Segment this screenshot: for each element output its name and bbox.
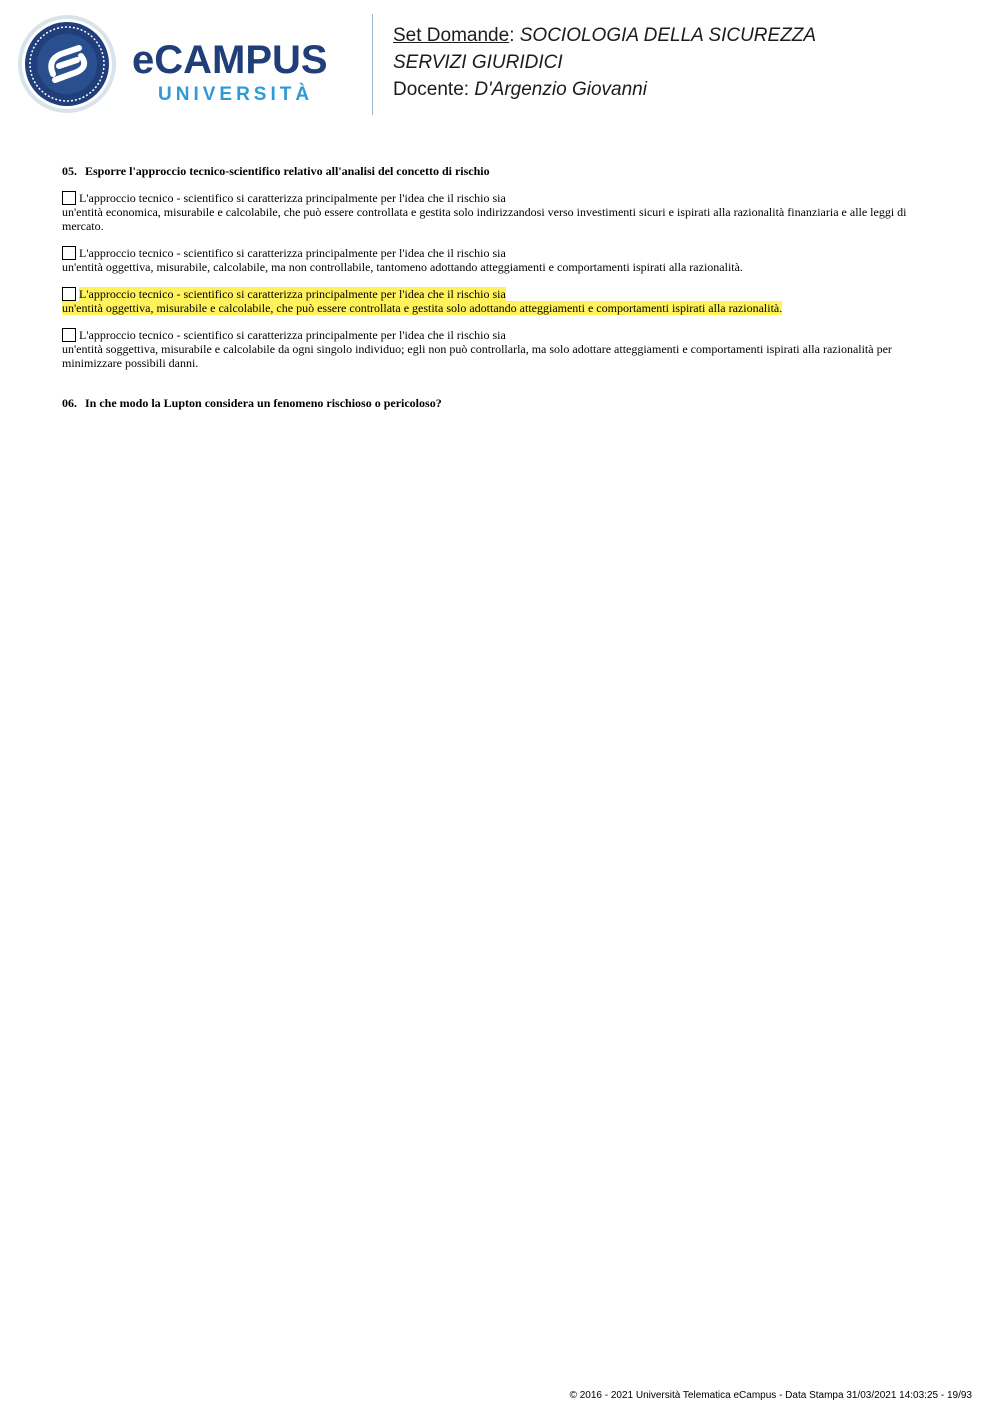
question-text: Esporre l'approccio tecnico-scientifico relativo all'analisi del concetto di rischio xyxy=(85,164,490,178)
ecampus-seal-icon xyxy=(17,14,117,114)
docente-name: D'Argenzio Giovanni xyxy=(474,79,647,100)
ecampus-logo xyxy=(132,40,328,106)
course-title-line2: SERVIZI GIURIDICI xyxy=(393,52,563,73)
answer-text-rest: un'entità oggettiva, misurabile e calcolabile, che può essere controllata e gestita solo adottando atteggiamenti e comportamenti ispirati alla razionalità. xyxy=(62,301,783,315)
docente-line xyxy=(393,76,816,103)
question-number: 05. xyxy=(62,164,77,178)
answer-option xyxy=(62,246,942,274)
answer-text-rest: un'entità economica, misurabile e calcolabile, che può essere controllata e gestita solo indirizzandosi verso investimenti sicuri e ispirati alla razionalità finanziaria e alle leggi di mercato. xyxy=(62,205,907,233)
course-title-line1: SOCIOLOGIA DELLA SICUREZZA xyxy=(519,25,817,46)
question-set xyxy=(62,164,942,423)
question-06 xyxy=(62,396,942,410)
answer-option xyxy=(62,191,942,233)
answer-text-rest: un'entità soggettiva, misurabile e calcolabile da ogni singolo individuo; egli non può controllarla, ma solo adottare atteggiamenti e comportamenti ispirati alla razionalità per minimizzare possibili danni. xyxy=(62,342,892,370)
answer-checkbox[interactable] xyxy=(62,191,76,205)
logo-subtitle: UNIVERSITÀ xyxy=(158,84,314,105)
answer-text-line1: L'approccio tecnico - scientifico si caratterizza principalmente per l'idea che il rischio sia xyxy=(79,191,506,205)
header-info xyxy=(393,22,816,103)
answer-text-line1: L'approccio tecnico - scientifico si caratterizza principalmente per l'idea che il rischio sia xyxy=(79,287,506,301)
answer-text-line1: L'approccio tecnico - scientifico si caratterizza principalmente per l'idea che il rischio sia xyxy=(79,328,506,342)
question-text: In che modo la Lupton considera un fenomeno rischioso o pericoloso? xyxy=(85,396,442,410)
answer-text-line1: L'approccio tecnico - scientifico si caratterizza principalmente per l'idea che il rischio sia xyxy=(79,246,506,260)
page-header xyxy=(0,0,1000,130)
page-footer: © 2016 - 2021 Università Telematica eCampus - Data Stampa 31/03/2021 14:03:25 - 19/93 xyxy=(569,1390,972,1401)
answer-text-rest: un'entità oggettiva, misurabile, calcolabile, ma non controllabile, tantomeno adottando atteggiamenti e comportamenti ispirati alla razionalità. xyxy=(62,260,743,274)
header-divider xyxy=(372,14,373,115)
answer-checkbox[interactable] xyxy=(62,246,76,260)
question-number: 06. xyxy=(62,396,77,410)
answer-checkbox[interactable] xyxy=(62,287,76,301)
set-line xyxy=(393,22,816,49)
answer-checkbox[interactable] xyxy=(62,328,76,342)
question-05 xyxy=(62,164,942,178)
answer-option xyxy=(62,328,942,370)
set-label: Set Domande xyxy=(393,25,510,46)
docente-label: Docente: xyxy=(393,79,470,100)
logo-wordmark: eCAMPUS xyxy=(132,38,328,82)
answer-option-correct xyxy=(62,287,942,315)
set-separator: : xyxy=(509,25,515,46)
